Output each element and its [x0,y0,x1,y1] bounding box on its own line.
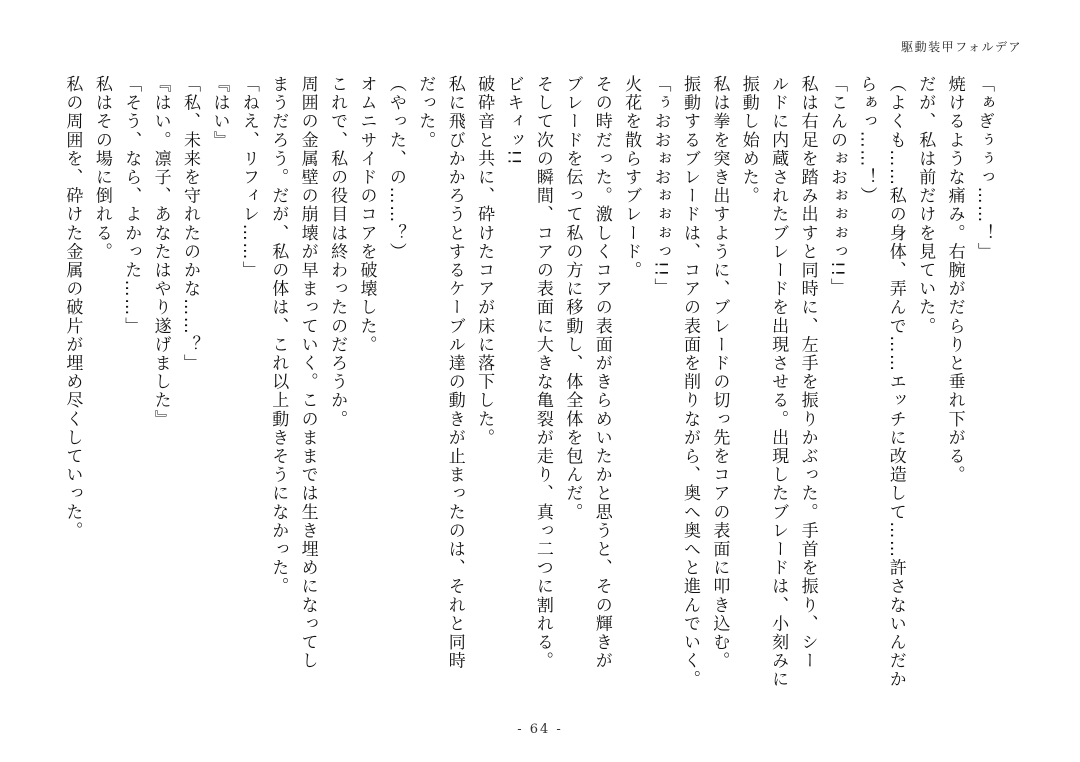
text-line: 焼けるような痛み。右腕がだらりと垂れ下がる。 [944,75,965,485]
text-line: ルドに内蔵されたブレードを出現させる。出現したブレードは、小刻みに [768,75,789,689]
text-line: 破砕音と共に、砕けたコアが床に落下した。 [474,75,495,447]
text-line: だった。 [415,75,436,150]
text-line: そして次の瞬間、コアの表面に大きな亀裂が走り、真っ二つに割れる。 [532,75,553,671]
text-line: 「私、未来を守れたのかな……？」 [180,75,201,373]
text-line: その時だった。激しくコアの表面がきらめいたかと思うと、その輝きが [591,75,612,671]
text-line: 私の周囲を、砕けた金属の破片が埋め尽くしていった。 [62,75,83,540]
text-line: 「ぅおおぉおぉぉぉっ!!」 [650,75,671,297]
text-line: ブレードを伝って私の方に移動し、体全体を包んだ。 [562,75,583,522]
running-header-title: 駆動装甲フォルデア [901,40,1022,54]
text-line: 『はい。凛子、あなたはやり遂げました』 [150,75,171,429]
text-line: 振動し始めた。 [738,75,759,206]
text-line: 「ねえ、リフィレ……」 [238,75,259,280]
text-line: 「こんのぉおぉぉぉっ!!」 [826,75,847,297]
text-line: 振動するブレードは、コアの表面を削りながら、奥へ奥へと進んでいく。 [679,75,700,689]
text-line: だが、私は前だけを見ていた。 [915,75,936,336]
text-line: ビキィッ!! [503,75,524,167]
text-line: 私は拳を突き出すように、ブレードの切っ先をコアの表面に叩き込む。 [709,75,730,671]
text-line: らぁっ……！） [856,75,877,206]
text-line: まうだろう。だが、私の体は、これ以上動きそうになかった。 [268,75,289,596]
text-line: これで、私の役目は終わったのだろうか。 [327,75,348,429]
text-line: 「ぁぎぅぅっ……！」 [974,75,994,261]
page-number: - 64 - [517,722,563,737]
text-line: オムニサイドのコアを破壊した。 [356,75,377,354]
text-line: 「そう、なら、よかった……」 [121,75,142,336]
text-line: 私に飛びかかろうとするケーブル達の動きが止まったのは、それと同時 [444,75,465,671]
vertical-body-text [62,75,998,695]
text-line: 私は右足を踏み出すと同時に、左手を振りかぶった。手首を振り、シー [797,75,818,671]
text-line: （やった、の……？） [385,75,406,261]
text-line: 火花を散らすブレード。 [621,75,642,280]
text-line: （よくも……私の身体、弄んで……エッチに改造して……許さないんだか [885,75,906,689]
text-line: 周囲の金属壁の崩壊が早まっていく。このままでは生き埋めになってし [297,75,318,671]
text-line: 『はい』 [209,75,230,150]
text-line: 私はその場に倒れる。 [91,75,112,261]
